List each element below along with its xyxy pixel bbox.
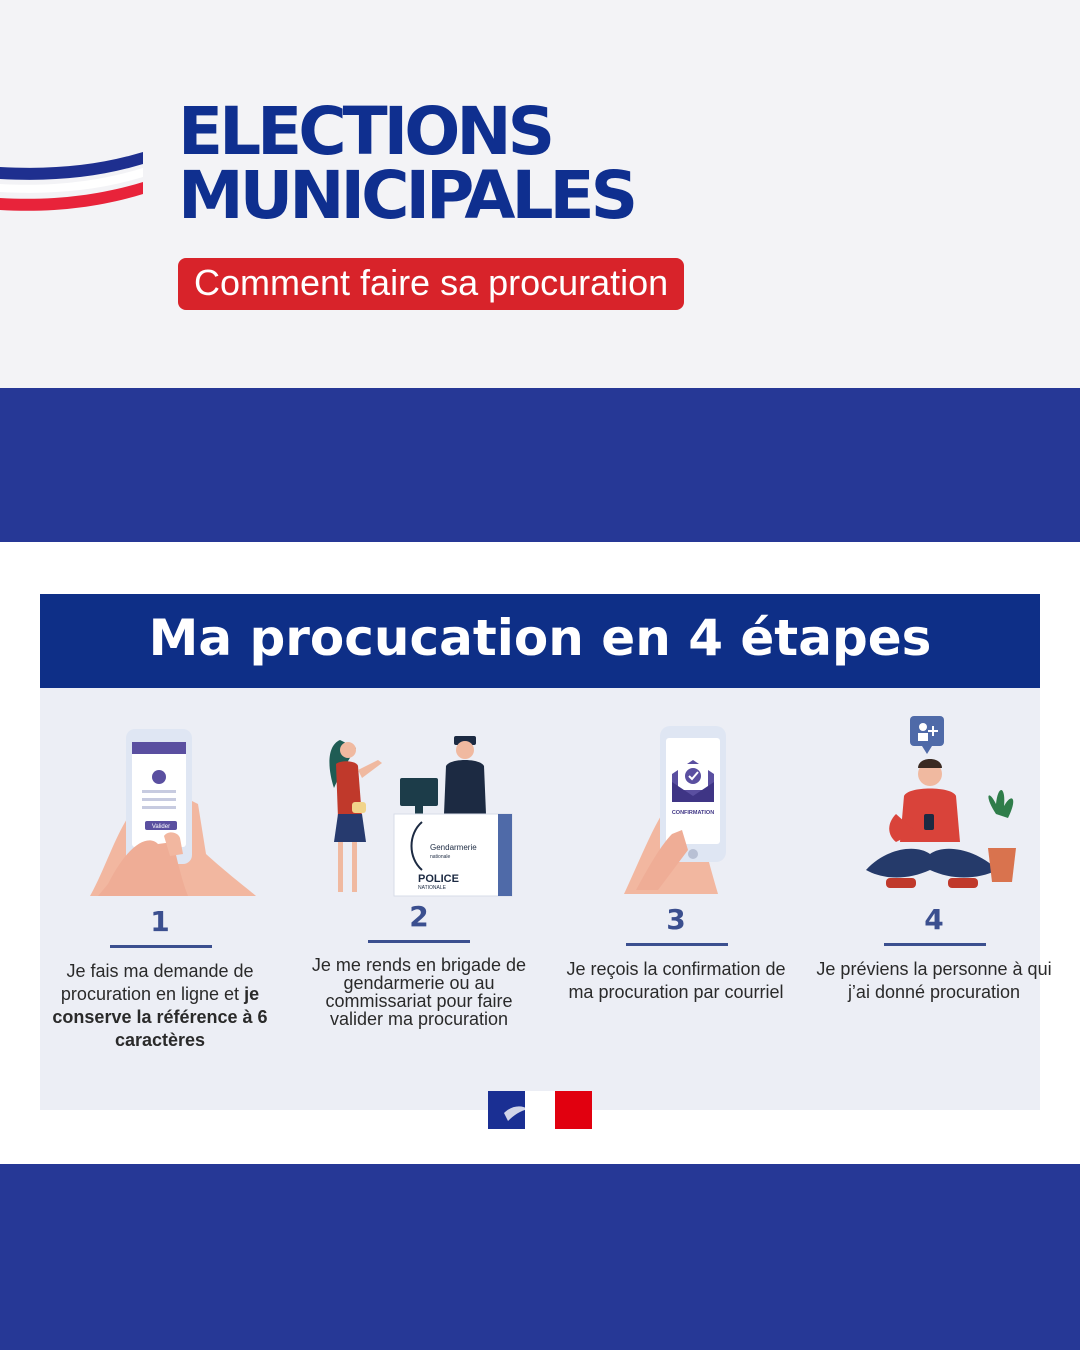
step-3-number: 3 [666,903,686,936]
step-1-text-bold: je conserve la référence à 6 caractères [52,984,268,1050]
gendarmerie-label: Gendarmerie [430,843,477,852]
blue-band-top [0,388,1080,542]
card-header [40,594,1040,688]
validate-screen-button: Valider [151,824,171,830]
step-1-text: Je fais ma demande de procuration en ligne et [60,961,254,1004]
phone-in-hand-icon [88,724,258,904]
header-area [0,0,1080,388]
gendarmerie-sub-label: nationale [430,854,451,860]
step-2-description: Je me rends en brigade de gendarmerie ou au commissariat pour faire valider ma procuration [311,955,527,1029]
email-confirmation-icon [622,724,762,896]
subtitle-badge: Comment faire sa procuration [178,258,684,310]
step-2-divider [368,940,470,943]
step-1-divider [110,945,212,948]
police-sub-label: NATIONALE [418,885,446,891]
page-title [178,93,635,234]
person-with-phone-icon [856,714,1026,894]
police-label: POLICE [418,873,459,885]
card-title: Ma procucation en 4 étapes [148,609,932,667]
tricolor-stripes-icon [0,140,150,230]
step-1-number: 1 [150,905,170,938]
step-3-divider [626,943,728,946]
marianne-logo-icon [488,1091,592,1129]
step-4-number: 4 [924,903,944,936]
title-line-2: MUNICIPALES [178,157,635,234]
step-2-number: 2 [409,900,429,933]
step-4-description: Je préviens la personne à qui j’ai donné procuration [816,959,1052,1002]
step-1-description [40,960,280,1052]
confirmation-screen-label: CONFIRMATION [671,810,715,816]
title-line-1: ELECTIONS [178,93,552,170]
police-desk-icon [322,730,522,898]
blue-band-bottom [0,1164,1080,1350]
step-4-divider [884,943,986,946]
step-3-description: Je reçois la confirmation de ma procuration par courriel [566,959,786,1002]
